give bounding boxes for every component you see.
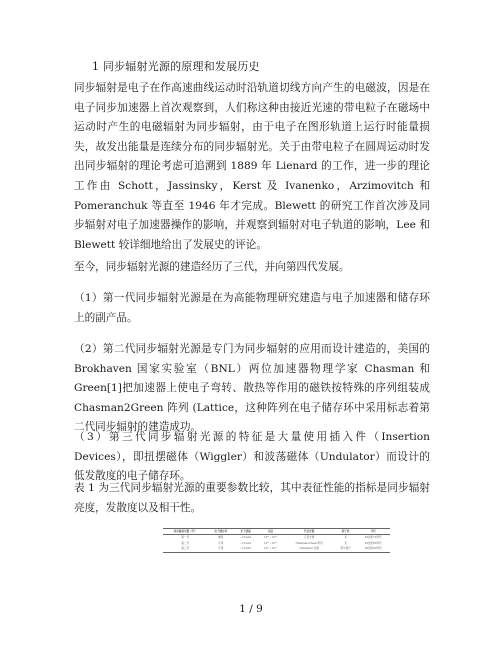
paragraph-table-caption: 表 1 为三代同步辐射光源的重要参数比较，其中表征性能的指标是同步辐射亮度，发散度以及相干性。 — [74, 482, 430, 514]
table-cell: 无 — [344, 541, 347, 545]
table-header-cell: 年代 — [370, 530, 376, 533]
table-cell: 20世纪70年代 — [364, 536, 382, 540]
table-cell: 第三代 — [181, 547, 190, 551]
table-cell: ~10 keV — [239, 536, 252, 540]
table-cell: 无 — [344, 536, 347, 540]
table-header-cell: 同步辐射光源（代） — [173, 530, 197, 533]
table-header-cell: 代表光源 — [303, 530, 315, 533]
table-cell: 部分相干 — [340, 547, 351, 551]
table-header-cell: 光子能量 — [240, 530, 251, 533]
table-cell: 第二代 — [181, 541, 190, 545]
table-cell: 已有光源 — [303, 536, 315, 540]
paragraph-first-generation: （1）第一代同步辐射光源是在为高能物理研究建造与电子加速器和储存环上的副产品。 — [74, 292, 430, 324]
table-row — [163, 546, 390, 552]
paragraph-generations-intro: 至今，同步辐射光源的建造经历了三代，并向第四代发展。 — [74, 261, 350, 273]
table-cell: 专用 — [218, 547, 224, 551]
table-cell: 10¹⁷~10²⁰ — [263, 547, 277, 551]
paragraph-history: 同步辐射是电子在作高速曲线运动时沿轨道切线方向产生的电磁波，因是在电子同步加速器上首次观察到，人们称这种由接近光速的带电粒子在磁场中运动时产生的电磁辐射为同步辐射，由于电子在图形轨道上运行时能量损失，故发出能量是连续分布的同步辐射光。关于由带电粒子在圆周运动时发出同步辐射的理论考虑可追溯到 1889 年 Lienard 的工作，进一步的理论工作由 Schott，Jassinsky，Kerst 及 Ivanenko，Arzimovitch 和 Pomeranchuk 等直至 1946 年才完成。Blewett 的研究工作首次涉及同步辐射对电子加速器操作的影响，并观察到辐射对电子轨道的影响，Lee 和 Blewett 较详细地给出了发展史的评论。 — [74, 82, 430, 251]
comparison-table — [163, 528, 390, 553]
table-header-cell: 相干性 — [341, 530, 350, 533]
table-cell: 第一代 — [181, 536, 190, 540]
table-cell: ~10 keV — [239, 547, 252, 551]
section-heading: 1 同步辐射光源的原理和发展历史 — [92, 60, 260, 73]
table-header-cell: 亮度 — [267, 530, 273, 533]
table-cell: 10¹⁴~10¹⁵ — [263, 536, 277, 540]
table-header-cell: 电子储存环 — [214, 530, 228, 533]
table-cell: Chasman-Green 阵列 — [295, 541, 323, 545]
paragraph-third-generation: （3）第三代同步辐射光源的特征是大量使用插入件（Insertion Devices），即扭摆磁体（Wiggler）和波荡磁体（Undulator）而设计的低发散度的电子储存环。 — [74, 431, 430, 483]
table-cell: 20世纪90年代 — [364, 547, 382, 551]
table-cell: Undulator 光源 — [299, 547, 319, 551]
table-cell: 兼用 — [218, 536, 224, 540]
table-cell: 10¹⁵~10¹⁶ — [263, 541, 277, 545]
paragraph-second-generation: （2）第二代同步辐射光源是专门为同步辐射的应用而设计建造的，美国的 Brokhaven 国家实验室（BNL）两位加速器物理学家 Chasman 和 Green[1]把加速器上使电子弯转、散热等作用的磁铁按特殊的序列组装成 Chasman2Green 阵列 (Lattice，这种阵列在电子储存环中采用标志着第二代同步辐射的建造成功。 — [74, 343, 430, 434]
page-number: 1 / 9 — [239, 603, 263, 615]
table-cell: 专用 — [218, 541, 224, 545]
parameter-table — [163, 528, 390, 578]
table-cell: 20世纪80年代 — [364, 541, 382, 545]
table-cell: ~10 keV — [239, 541, 252, 545]
